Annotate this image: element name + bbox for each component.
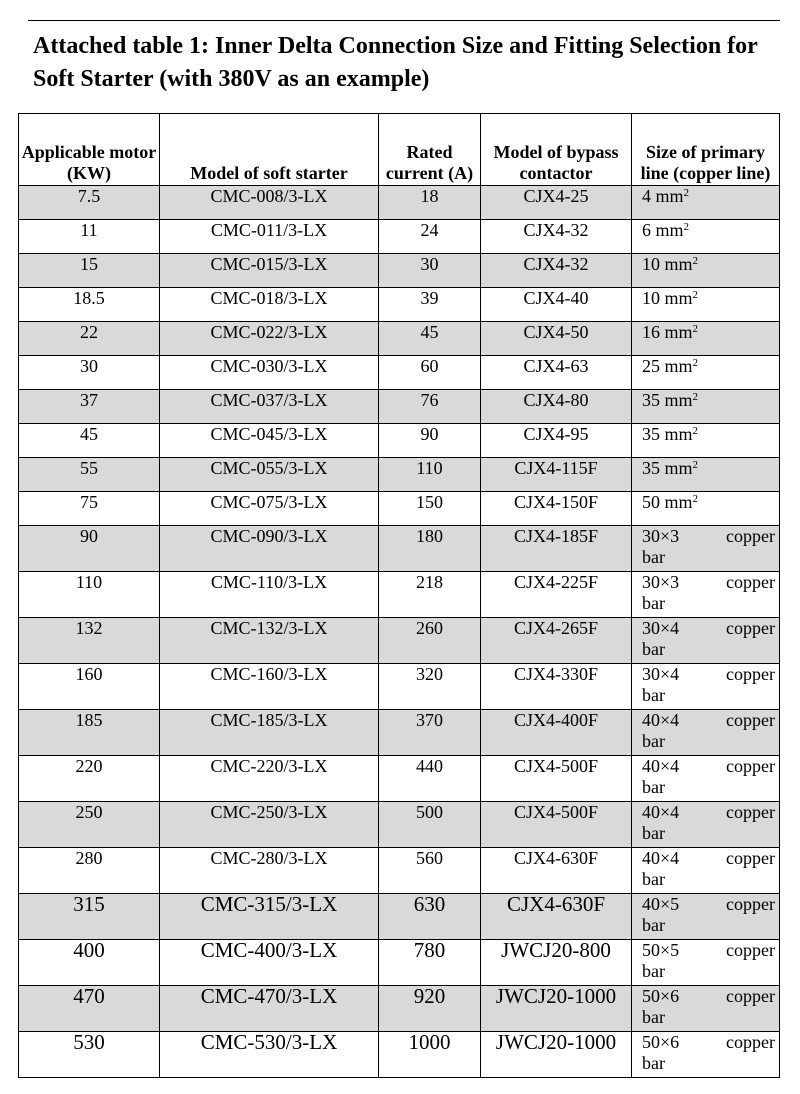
line-material: copper: [726, 572, 775, 592]
line-unit: mm: [664, 322, 693, 342]
cell-motor: 110: [19, 572, 160, 618]
cell-model: CMC-045/3-LX: [160, 424, 379, 458]
line-size: 10: [642, 288, 660, 308]
line-material: copper: [726, 940, 775, 960]
table-row: [19, 894, 780, 940]
cell-line: [632, 986, 780, 1032]
line-type: bar: [642, 869, 665, 889]
cell-line: [632, 254, 780, 288]
table-row: [19, 492, 780, 526]
cell-model: CMC-090/3-LX: [160, 526, 379, 572]
line-unit-exponent: 2: [692, 323, 699, 335]
cell-current: 218: [379, 572, 481, 618]
line-type: bar: [642, 731, 665, 751]
cell-model: CMC-250/3-LX: [160, 802, 379, 848]
table-row: [19, 572, 780, 618]
page-title: Attached table 1: Inner Delta Connection Size and Fitting Selection for Soft Starter (with 380V as an example): [33, 33, 758, 92]
cell-model: CMC-280/3-LX: [160, 848, 379, 894]
cell-motor: 470: [19, 986, 160, 1032]
table-row: [19, 526, 780, 572]
cell-line: [632, 710, 780, 756]
cell-line: [632, 458, 780, 492]
cell-line: [632, 288, 780, 322]
line-type: bar: [642, 639, 665, 659]
line-unit: mm: [664, 288, 693, 308]
cell-contactor: JWCJ20-1000: [481, 986, 632, 1032]
cell-current: 18: [379, 186, 481, 220]
line-unit: mm: [664, 458, 693, 478]
cell-current: 320: [379, 664, 481, 710]
cell-line: [632, 1032, 780, 1078]
cell-current: 1000: [379, 1032, 481, 1078]
line-size: 50×6: [642, 986, 680, 1006]
cell-motor: 400: [19, 940, 160, 986]
cell-current: 24: [379, 220, 481, 254]
cell-line: [632, 802, 780, 848]
header-contactor: Model of bypass contactor: [481, 114, 632, 186]
line-unit: mm: [664, 492, 693, 512]
line-size: 50×5: [642, 940, 680, 960]
cell-line: [632, 756, 780, 802]
cell-current: 30: [379, 254, 481, 288]
cell-model: CMC-185/3-LX: [160, 710, 379, 756]
cell-motor: 315: [19, 894, 160, 940]
cell-line: [632, 940, 780, 986]
line-size: 16: [642, 322, 660, 342]
cell-contactor: CJX4-40: [481, 288, 632, 322]
cell-line: [632, 848, 780, 894]
cell-contactor: JWCJ20-800: [481, 940, 632, 986]
cell-current: 780: [379, 940, 481, 986]
cell-contactor: CJX4-63: [481, 356, 632, 390]
cell-contactor: CJX4-32: [481, 254, 632, 288]
cell-motor: 132: [19, 618, 160, 664]
table-row: [19, 390, 780, 424]
cell-line: [632, 356, 780, 390]
header-current: Rated current (A): [379, 114, 481, 186]
table-row: [19, 254, 780, 288]
cell-contactor: CJX4-115F: [481, 458, 632, 492]
line-unit-exponent: 2: [692, 493, 699, 505]
cell-motor: 530: [19, 1032, 160, 1078]
cell-contactor: CJX4-400F: [481, 710, 632, 756]
cell-line: [632, 572, 780, 618]
header-row: [19, 114, 780, 186]
cell-line: [632, 894, 780, 940]
table-row: [19, 756, 780, 802]
line-size: 35: [642, 424, 660, 444]
line-size: 4: [642, 186, 651, 206]
cell-model: CMC-075/3-LX: [160, 492, 379, 526]
cell-model: CMC-037/3-LX: [160, 390, 379, 424]
table-row: [19, 940, 780, 986]
cell-current: 39: [379, 288, 481, 322]
line-size: 40×4: [642, 756, 680, 776]
cell-motor: 15: [19, 254, 160, 288]
cell-contactor: CJX4-265F: [481, 618, 632, 664]
line-size: 50×6: [642, 1032, 680, 1052]
cell-motor: 18.5: [19, 288, 160, 322]
line-size: 30×4: [642, 664, 680, 684]
cell-motor: 22: [19, 322, 160, 356]
cell-contactor: CJX4-630F: [481, 848, 632, 894]
cell-model: CMC-008/3-LX: [160, 186, 379, 220]
cell-current: 260: [379, 618, 481, 664]
cell-motor: 280: [19, 848, 160, 894]
line-unit-exponent: 2: [692, 425, 699, 437]
cell-motor: 185: [19, 710, 160, 756]
table-row: [19, 424, 780, 458]
cell-contactor: JWCJ20-1000: [481, 1032, 632, 1078]
cell-contactor: CJX4-630F: [481, 894, 632, 940]
cell-contactor: CJX4-80: [481, 390, 632, 424]
table-row: [19, 322, 780, 356]
cell-motor: 160: [19, 664, 160, 710]
line-unit-exponent: 2: [683, 187, 690, 199]
cell-current: 440: [379, 756, 481, 802]
cell-line: [632, 664, 780, 710]
cell-motor: 75: [19, 492, 160, 526]
cell-line: [632, 390, 780, 424]
line-size: 50: [642, 492, 660, 512]
line-type: bar: [642, 685, 665, 705]
cell-current: 45: [379, 322, 481, 356]
cell-motor: 250: [19, 802, 160, 848]
line-material: copper: [726, 756, 775, 776]
table-row: [19, 458, 780, 492]
line-material: copper: [726, 894, 775, 914]
cell-model: CMC-030/3-LX: [160, 356, 379, 390]
cell-motor: 55: [19, 458, 160, 492]
line-type: bar: [642, 1007, 665, 1027]
table-row: [19, 288, 780, 322]
line-unit: mm: [664, 356, 693, 376]
header-model: Model of soft starter: [160, 114, 379, 186]
cell-model: CMC-015/3-LX: [160, 254, 379, 288]
cell-contactor: CJX4-150F: [481, 492, 632, 526]
cell-model: CMC-011/3-LX: [160, 220, 379, 254]
line-type: bar: [642, 1053, 665, 1073]
line-unit: mm: [655, 186, 684, 206]
table-row: [19, 664, 780, 710]
line-size: 30×3: [642, 526, 680, 546]
line-material: copper: [726, 526, 775, 546]
line-type: bar: [642, 593, 665, 613]
cell-contactor: CJX4-500F: [481, 756, 632, 802]
table-row: [19, 848, 780, 894]
header-motor: Applicable motor (KW): [19, 114, 160, 186]
cell-contactor: CJX4-32: [481, 220, 632, 254]
header-line: Size of primary line (copper line): [632, 114, 780, 186]
line-unit: mm: [664, 390, 693, 410]
line-size: 10: [642, 254, 660, 274]
table-row: [19, 802, 780, 848]
line-type: bar: [642, 547, 665, 567]
cell-motor: 220: [19, 756, 160, 802]
cell-model: CMC-132/3-LX: [160, 618, 379, 664]
cell-contactor: CJX4-25: [481, 186, 632, 220]
cell-current: 630: [379, 894, 481, 940]
line-size: 35: [642, 390, 660, 410]
cell-motor: 30: [19, 356, 160, 390]
line-material: copper: [726, 618, 775, 638]
line-unit-exponent: 2: [692, 357, 699, 369]
line-material: copper: [726, 710, 775, 730]
cell-model: CMC-022/3-LX: [160, 322, 379, 356]
table-row: [19, 618, 780, 664]
cell-contactor: CJX4-50: [481, 322, 632, 356]
cell-model: CMC-470/3-LX: [160, 986, 379, 1032]
table-row: [19, 356, 780, 390]
table-row: [19, 986, 780, 1032]
cell-current: 500: [379, 802, 481, 848]
cell-motor: 11: [19, 220, 160, 254]
cell-model: CMC-220/3-LX: [160, 756, 379, 802]
line-type: bar: [642, 961, 665, 981]
cell-line: [632, 322, 780, 356]
line-material: copper: [726, 664, 775, 684]
cell-model: CMC-110/3-LX: [160, 572, 379, 618]
cell-motor: 45: [19, 424, 160, 458]
line-size: 40×4: [642, 710, 680, 730]
cell-line: [632, 424, 780, 458]
cell-current: 370: [379, 710, 481, 756]
line-size: 25: [642, 356, 660, 376]
line-size: 6: [642, 220, 651, 240]
cell-motor: 7.5: [19, 186, 160, 220]
cell-model: CMC-055/3-LX: [160, 458, 379, 492]
cell-current: 920: [379, 986, 481, 1032]
line-size: 40×5: [642, 894, 680, 914]
cell-current: 560: [379, 848, 481, 894]
cell-motor: 37: [19, 390, 160, 424]
cell-current: 90: [379, 424, 481, 458]
cell-contactor: CJX4-185F: [481, 526, 632, 572]
top-rule: [28, 20, 780, 21]
cell-line: [632, 526, 780, 572]
line-size: 40×4: [642, 802, 680, 822]
line-size: 40×4: [642, 848, 680, 868]
line-material: copper: [726, 986, 775, 1006]
cell-contactor: CJX4-95: [481, 424, 632, 458]
cell-line: [632, 492, 780, 526]
cell-current: 110: [379, 458, 481, 492]
line-unit: mm: [655, 220, 684, 240]
table-row: [19, 710, 780, 756]
line-unit-exponent: 2: [683, 221, 690, 233]
line-unit: mm: [664, 424, 693, 444]
cell-model: CMC-530/3-LX: [160, 1032, 379, 1078]
cell-current: 60: [379, 356, 481, 390]
table-row: [19, 1032, 780, 1078]
cell-current: 76: [379, 390, 481, 424]
selection-table: [18, 113, 780, 1078]
line-unit: mm: [664, 254, 693, 274]
cell-current: 180: [379, 526, 481, 572]
line-unit-exponent: 2: [692, 459, 699, 471]
cell-current: 150: [379, 492, 481, 526]
cell-line: [632, 618, 780, 664]
cell-model: CMC-160/3-LX: [160, 664, 379, 710]
line-type: bar: [642, 777, 665, 797]
cell-contactor: CJX4-225F: [481, 572, 632, 618]
table-row: [19, 186, 780, 220]
table-row: [19, 220, 780, 254]
line-type: bar: [642, 823, 665, 843]
cell-model: CMC-315/3-LX: [160, 894, 379, 940]
cell-line: [632, 186, 780, 220]
line-material: copper: [726, 1032, 775, 1052]
cell-line: [632, 220, 780, 254]
line-unit-exponent: 2: [692, 255, 699, 267]
cell-contactor: CJX4-500F: [481, 802, 632, 848]
line-size: 35: [642, 458, 660, 478]
cell-contactor: CJX4-330F: [481, 664, 632, 710]
line-size: 30×4: [642, 618, 680, 638]
line-unit-exponent: 2: [692, 289, 699, 301]
line-type: bar: [642, 915, 665, 935]
line-unit-exponent: 2: [692, 391, 699, 403]
cell-motor: 90: [19, 526, 160, 572]
cell-model: CMC-400/3-LX: [160, 940, 379, 986]
line-material: copper: [726, 848, 775, 868]
cell-model: CMC-018/3-LX: [160, 288, 379, 322]
line-material: copper: [726, 802, 775, 822]
line-size: 30×3: [642, 572, 680, 592]
